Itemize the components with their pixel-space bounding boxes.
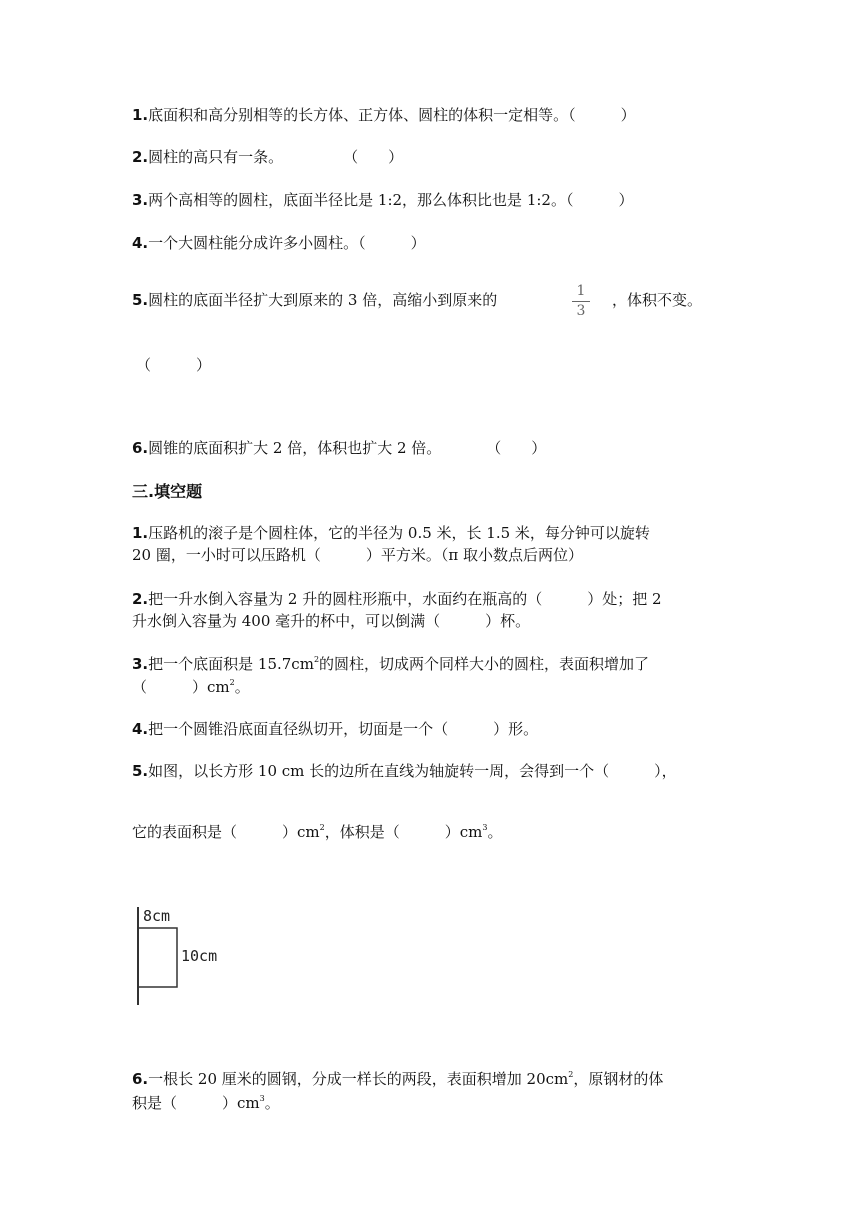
- rectangle-shape: [138, 928, 177, 987]
- question-number: 5.: [132, 762, 149, 780]
- fill-question-2: [132, 588, 662, 610]
- fill-question-1: [132, 522, 650, 544]
- fill-question-6-line2: [132, 1092, 280, 1114]
- superscript: 2: [313, 655, 320, 664]
- question-text: 它的表面积是（ ）cm: [132, 823, 320, 841]
- fraction-bar: [572, 301, 590, 302]
- superscript: 2: [568, 1070, 574, 1079]
- section-title: 三.填空题: [132, 482, 203, 501]
- question-text: 两个高相等的圆柱，底面半径比是 1:2，那么体积比也是 1:2。（ ）: [148, 191, 634, 209]
- fill-question-4: [132, 718, 538, 740]
- superscript: 2: [319, 823, 325, 832]
- question-text: 底面积和高分别相等的长方体、正方体、圆柱的体积一定相等。（ ）: [148, 106, 636, 124]
- superscript: 3: [259, 1094, 265, 1103]
- question-number: 4.: [132, 720, 149, 738]
- question-number: 4.: [132, 234, 149, 252]
- question-text: 圆锥的底面积扩大 2 倍，体积也扩大 2 倍。 （ ）: [148, 439, 547, 457]
- question-number: 2.: [132, 148, 149, 166]
- question-number: 3.: [132, 655, 149, 673]
- judge-question-2: [132, 146, 403, 168]
- question-text: 圆柱的高只有一条。 （ ）: [148, 148, 404, 166]
- question-text: 把一升水倒入容量为 2 升的圆柱形瓶中，水面约在瓶高的（ ）处；把 2: [148, 590, 662, 608]
- question-number: 1.: [132, 524, 149, 542]
- judge-question-5: [132, 289, 497, 311]
- question-number: 3.: [132, 191, 149, 209]
- question-text: 。: [234, 678, 250, 696]
- question-text: 一根长 20 厘米的圆钢，分成一样长的两段，表面积增加 20cm: [148, 1070, 569, 1088]
- judge-question-1: [132, 104, 636, 126]
- fill-question-1-line2: 20 圈，一小时可以压路机（ ）平方米。（π 取小数点后两位）: [132, 546, 583, 564]
- fill-question-2-line2: 升水倒入容量为 400 毫升的杯中，可以倒满（ ）杯。: [132, 612, 531, 630]
- rectangle-figure: [130, 905, 250, 1010]
- judge-question-4: [132, 232, 426, 254]
- question-text: 压路机的滚子是个圆柱体，它的半径为 0.5 米，长 1.5 米，每分钟可以旋转: [148, 524, 650, 542]
- question-text: 把一个圆锥沿底面直径纵切开，切面是一个（ ）形。: [148, 720, 539, 738]
- question-text: 把一个底面积是 15.7cm: [148, 655, 314, 673]
- superscript: 2: [229, 678, 235, 687]
- question-text: ，体积是（ ）cm: [324, 823, 483, 841]
- question-text: ，原钢材的体: [573, 1070, 664, 1088]
- judge-question-3: [132, 189, 633, 211]
- question-text: 一个大圆柱能分成许多小圆柱。（ ）: [148, 234, 426, 252]
- question-text: （ ）cm: [132, 678, 230, 696]
- height-label: 10cm: [181, 947, 218, 965]
- question-number: 6.: [132, 1070, 149, 1088]
- question-number: 2.: [132, 590, 149, 608]
- question-text: 积是（ ）cm: [132, 1094, 260, 1112]
- question-text: 圆柱的底面半径扩大到原来的 3 倍，高缩小到原来的: [148, 291, 498, 309]
- question-text: ，体积不变。: [612, 291, 703, 309]
- fill-question-5: [132, 760, 677, 782]
- fraction-one-third: [572, 284, 590, 319]
- fraction-numerator: 1: [576, 283, 586, 299]
- question-text: 。: [264, 1094, 280, 1112]
- fill-question-3: [132, 653, 649, 675]
- fraction-denominator: 3: [576, 303, 586, 319]
- superscript: 3: [482, 823, 488, 832]
- fill-question-3-line2: [132, 676, 250, 698]
- question-number: 5.: [132, 291, 149, 309]
- question-number: 6.: [132, 439, 149, 457]
- judge-question-6: [132, 437, 546, 459]
- fill-question-5-line2: [132, 821, 502, 843]
- fill-question-6: [132, 1068, 663, 1090]
- question-text: 如图，以长方形 10 cm 长的边所在直线为轴旋转一周，会得到一个（ ），: [148, 762, 677, 780]
- question-text: 。: [487, 823, 503, 841]
- question-text: 的圆柱，切成两个同样大小的圆柱，表面积增加了: [319, 655, 650, 673]
- width-label: 8cm: [143, 907, 171, 925]
- judge-question-5-tail: [612, 289, 702, 311]
- answer-paren: （ ）: [136, 356, 212, 374]
- question-number: 1.: [132, 106, 149, 124]
